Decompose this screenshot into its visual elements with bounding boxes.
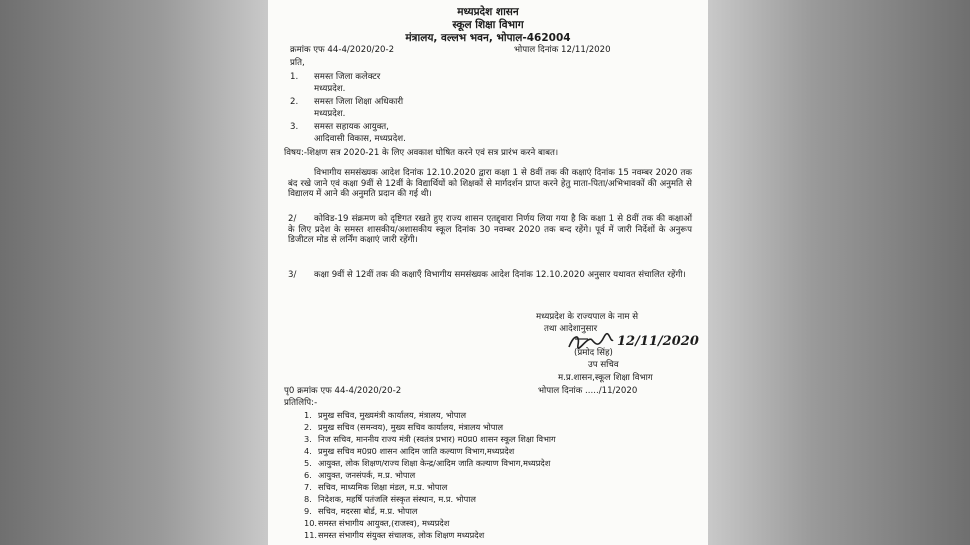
recipient-2-line2: मध्यप्रदेश. — [314, 109, 346, 119]
copy-text: आयुक्त, लोक शिक्षण/राज्य शिक्षा केन्द्र/आदिम जाति कल्याण विभाग,मध्यप्रदेश — [318, 458, 551, 468]
copy-number: 7. — [304, 482, 312, 492]
paragraph-2: कोविड-19 संक्रमण को दृष्टिगत रखते हुए राज्य शासन एतद्द्वारा निर्णय लिया गया है कि कक्षा 1 से 8वीं तक की कक्षाओं के लिए प्रदेश के समस्त शासकीय/अशासकीय स्कूल दिनांक 30 नवम्बर 2020 तक बन्द रहेंगे। पूर्व में जारी निर्देशों के अनुरूप डिजीटल मोड से लर्निंग कक्षाएं जारी रहेंगी। — [288, 214, 692, 246]
recipient-3 — [290, 122, 389, 133]
signature-order: तथा आदेशानुसार — [544, 324, 598, 334]
paragraph-3: कक्षा 9वीं से 12वीं तक की कक्षाएँ विभागीय समसंख्यक आदेश दिनांक 12.10.2020 अनुसार यथावत संचालित रहेंगी। — [314, 270, 686, 280]
copy-list-item-8 — [304, 494, 476, 504]
signature-authority: मध्यप्रदेश के राज्यपाल के नाम से — [536, 312, 639, 322]
recipient-number: 3. — [290, 122, 299, 132]
header-government: मध्यप्रदेश शासन — [457, 6, 519, 18]
copy-order-date: भोपाल दिनांक ...../11/2020 — [538, 386, 638, 396]
copy-number: 2. — [304, 422, 312, 432]
recipient-text: समस्त जिला कलेक्टर — [314, 72, 381, 82]
header-address: मंत्रालय, वल्लभ भवन, भोपाल-462004 — [405, 32, 571, 44]
paragraph-2-number: 2/ — [288, 214, 297, 224]
recipient-text: समस्त जिला शिक्षा अधिकारी — [314, 97, 404, 107]
recipient-1-line2: मध्यप्रदेश. — [314, 84, 346, 94]
copy-number: 5. — [304, 458, 312, 468]
paragraph-3-number: 3/ — [288, 270, 297, 280]
copy-list-item-3 — [304, 434, 556, 444]
background-left — [0, 0, 268, 545]
subject-line: विषय:-शिक्षण सत्र 2020-21 के लिए अवकाश घोषित करने एवं सत्र प्रारंभ करने बाबत। — [284, 148, 559, 158]
signatory-name: (प्रमोद सिंह) — [574, 348, 613, 358]
recipient-3-line2: आदिवासी विकास, मध्यप्रदेश. — [314, 134, 406, 144]
copy-text: निदेशक, महर्षि पतंजलि संस्कृत संस्थान, म.प्र. भोपाल — [318, 494, 476, 504]
copy-number: 11. — [304, 530, 318, 540]
signature-date: 12/11/2020 — [617, 334, 699, 349]
copy-number: 10. — [304, 518, 318, 528]
copy-list-item-5 — [304, 458, 550, 468]
copy-text: सचिव, मदरसा बोर्ड, म.प्र. भोपाल — [318, 506, 418, 516]
recipient-number: 1. — [290, 72, 299, 82]
copy-number: 6. — [304, 470, 312, 480]
copy-list-item-9 — [304, 506, 417, 516]
copy-text: प्रमुख सचिव, मुख्यमंत्री कार्यालय, मंत्रालय, भोपाल — [318, 410, 467, 420]
copy-text: समस्त संभागीय संयुक्त संचालक, लोक शिक्षण मध्यप्रदेश — [318, 530, 485, 540]
signatory-department: म.प्र.शासन,स्कूल शिक्षा विभाग — [558, 373, 653, 383]
copy-number: 1. — [304, 410, 312, 420]
recipient-text: समस्त सहायक आयुक्त, — [314, 122, 389, 132]
order-number: क्रमांक एफ 44-4/2020/20-2 — [290, 45, 395, 55]
copy-text: प्रमुख सचिव म0प्र0 शासन आदिम जाति कल्याण विभाग,मध्यप्रदेश — [318, 446, 515, 456]
paragraph-1: विभागीय समसंख्यक आदेश दिनांक 12.10.2020 द्वारा कक्षा 1 से 8वीं तक की कक्षाएं दिनांक 15 नवम्बर 2020 तक बंद रखे जाने एवं कक्षा 9वीं से 12वीं के विद्यार्थियों को शिक्षकों से मार्गदर्शन प्राप्त करने हेतु माता-पिता/अभिभावकों की अनुमति से विद्यालय में आने की अनुमति प्रदान की गई थी। — [288, 168, 692, 200]
copy-number: 9. — [304, 506, 312, 516]
copy-text: आयुक्त, जनसंपर्क, म.प्र. भोपाल — [318, 470, 416, 480]
recipient-number: 2. — [290, 97, 299, 107]
copy-text: निज सचिव, माननीय राज्य मंत्री (स्वतंत्र प्रभार) म0प्र0 शासन स्कूल शिक्षा विभाग — [318, 434, 556, 444]
copy-order-number: पृ0 क्रमांक एफ 44-4/2020/20-2 — [284, 386, 402, 396]
copy-number: 8. — [304, 494, 312, 504]
recipient-1 — [290, 72, 380, 83]
copy-number: 4. — [304, 446, 312, 456]
copy-text: समस्त संभागीय आयुक्त,(राजस्व), मध्यप्रदेश — [318, 518, 450, 528]
copy-list-item-4 — [304, 446, 514, 456]
order-date: भोपाल दिनांक 12/11/2020 — [514, 45, 611, 55]
copy-list-item-1 — [304, 410, 466, 420]
copy-list-item-6 — [304, 470, 415, 480]
copy-text: सचिव, माध्यमिक शिक्षा मंडल, म.प्र. भोपाल — [318, 482, 448, 492]
signatory-designation: उप सचिव — [588, 360, 619, 370]
copy-text: प्रमुख सचिव (समन्वय), मुख्य सचिव कार्यालय, मंत्रालय भोपाल — [318, 422, 504, 432]
copy-list-item-7 — [304, 482, 447, 492]
recipient-2 — [290, 97, 403, 108]
background-right — [708, 0, 970, 545]
header-department: स्कूल शिक्षा विभाग — [452, 19, 524, 31]
copy-list-item-10 — [304, 518, 449, 528]
document-page — [268, 0, 708, 545]
copy-list-item-11 — [304, 530, 484, 540]
copy-number: 3. — [304, 434, 312, 444]
copy-list-item-2 — [304, 422, 503, 432]
copy-label: प्रतिलिपि:- — [284, 398, 318, 408]
to-label: प्रति, — [290, 58, 305, 68]
